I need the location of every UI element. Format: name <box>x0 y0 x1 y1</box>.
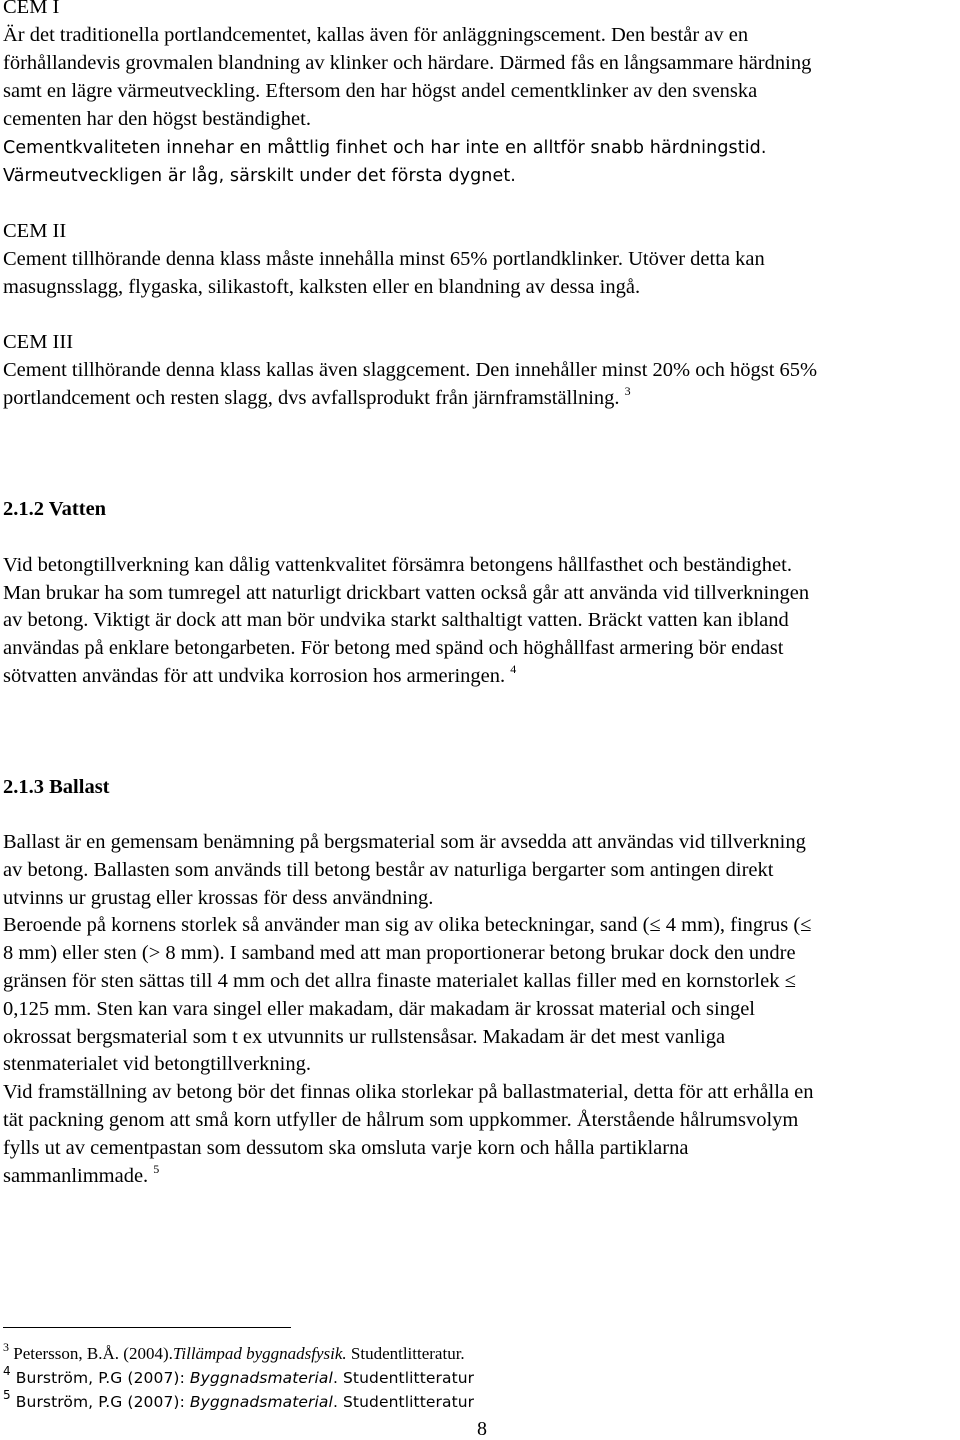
footnote-5-publisher: . Studentlitteratur <box>332 1393 475 1411</box>
footnote-4 <box>3 1364 475 1390</box>
footnote-5 <box>3 1388 475 1414</box>
footnote-3-number: 3 <box>3 1340 9 1354</box>
cem1-line-1: Är det traditionella portlandcementet, kallas även för anläggningscement. Den består av en <box>3 24 749 46</box>
cem2-line-2: masugnsslagg, flygaska, silikastoft, kalksten eller en blandning av dessa ingå. <box>3 276 641 298</box>
ballast-line-10: Vid framställning av betong bör det finnas olika storlekar på ballastmaterial, detta för att erhålla en <box>3 1081 814 1103</box>
ballast-line-1: Ballast är en gemensam benämning på bergsmaterial som är avsedda att användas vid tillverkning <box>3 831 806 853</box>
cem1-sans-line-2: Värmeutveckligen är låg, särskilt under det första dygnet. <box>3 166 516 186</box>
cem2-line-1: Cement tillhörande denna klass måste innehålla minst 65% portlandklinker. Utöver detta kan <box>3 248 765 270</box>
footnote-3-author: Petersson, B.Å. (2004). <box>13 1344 173 1363</box>
footnote-3-publisher: Studentlitteratur. <box>346 1344 465 1363</box>
ballast-line-13: sammanlimmade. $^5$ <box>3 1162 160 1187</box>
ballast-line-6: gränsen för sten sättas till 4 mm och det allra finaste materialet kallas filler med en kornstorlek ≤ <box>3 970 796 992</box>
footnote-ref-4: 4 <box>510 662 517 676</box>
cem1-line-2: förhållandevis grovmalen blandning av klinker och härdare. Därmed fås en långsammare härdning <box>3 52 812 74</box>
page-number: 8 <box>477 1418 487 1440</box>
vatten-line-3: av betong. Viktigt är dock att man bör undvika starkt salthaltigt vatten. Bräckt vatten kan ibland <box>3 609 789 631</box>
ballast-line-5: 8 mm) eller sten (> 8 mm). I samband med att man proportionerar betong brukar dock den undre <box>3 942 796 964</box>
cem1-heading: CEM I <box>3 0 60 18</box>
cem2-heading: CEM II <box>3 220 67 242</box>
footnote-ref-5: 5 <box>153 1162 160 1176</box>
footnote-4-author: Burström, P.G (2007): <box>15 1369 190 1387</box>
ballast-line-8: okrossat bergsmaterial som t ex utvunnits ur rullstensåsar. Makadam är det mest vanliga <box>3 1026 726 1048</box>
footnote-3-title: Tillämpad byggnadsfysik. <box>172 1344 347 1363</box>
vatten-line-1: Vid betongtillverkning kan dålig vattenkvalitet försämra betongens hållfasthet och beständighet. <box>3 554 792 576</box>
cem1-sans-line-1: Cementkvaliteten innehar en måttlig finhet och har inte en alltför snabb härdningstid. <box>3 138 767 158</box>
ballast-line-7: 0,125 mm. Sten kan vara singel eller makadam, där makadam är krossat material och singel <box>3 998 755 1020</box>
cem3-heading: CEM III <box>3 331 74 353</box>
footnote-5-title: Byggnadsmaterial <box>189 1393 333 1411</box>
footnote-4-number: 4 <box>3 1364 11 1378</box>
ballast-line-12: fylls ut av cementpastan som dessutom ska omsluta varje korn och hålla partiklarna <box>3 1137 689 1159</box>
vatten-heading: 2.1.2 Vatten <box>3 498 107 520</box>
vatten-line-4: användas på enklare betongarbeten. För betong med spänd och höghållfast armering bör endast <box>3 637 784 659</box>
cem1-line-4: cementen har den högst beständighet. <box>3 108 311 130</box>
cem1-line-3: samt en lägre värmeutveckling. Eftersom den har högst andel cementklinker av den svenska <box>3 80 758 102</box>
footnote-3 <box>3 1340 465 1366</box>
footnote-5-author: Burström, P.G (2007): <box>15 1393 190 1411</box>
footnote-separator <box>3 1327 291 1328</box>
vatten-line-2: Man brukar ha som tumregel att naturligt drickbart vatten också går att använda vid tillverkningen <box>3 582 810 604</box>
footnote-ref-3: 3 <box>624 384 631 398</box>
footnote-5-number: 5 <box>3 1388 11 1402</box>
ballast-line-2: av betong. Ballasten som används till betong består av naturliga bergarter som antingen direkt <box>3 859 774 881</box>
ballast-line-9: stenmaterialet vid betongtillverkning. <box>3 1053 311 1075</box>
ballast-heading: 2.1.3 Ballast <box>3 776 110 798</box>
cem3-line-2: portlandcement och resten slagg, dvs avfallsprodukt från järnframställning. $^3$ <box>3 384 631 409</box>
vatten-line-5: sötvatten användas för att undvika korrosion hos armeringen. $^4$ <box>3 662 517 687</box>
cem3-line-1: Cement tillhörande denna klass kallas även slaggcement. Den innehåller minst 20% och högst 65% <box>3 359 818 381</box>
footnote-4-publisher: . Studentlitteratur <box>332 1369 475 1387</box>
footnote-4-title: Byggnadsmaterial <box>189 1369 333 1387</box>
ballast-line-11: tät packning genom att små korn utfyller de hålrum som uppkommer. Återstående hålrumsvolym <box>3 1109 799 1131</box>
ballast-line-3: utvinns ur grustag eller krossas för dess användning. <box>3 887 434 909</box>
ballast-line-4: Beroende på kornens storlek så använder man sig av olika beteckningar, sand (≤ 4 mm), fingrus (≤ <box>3 914 812 936</box>
